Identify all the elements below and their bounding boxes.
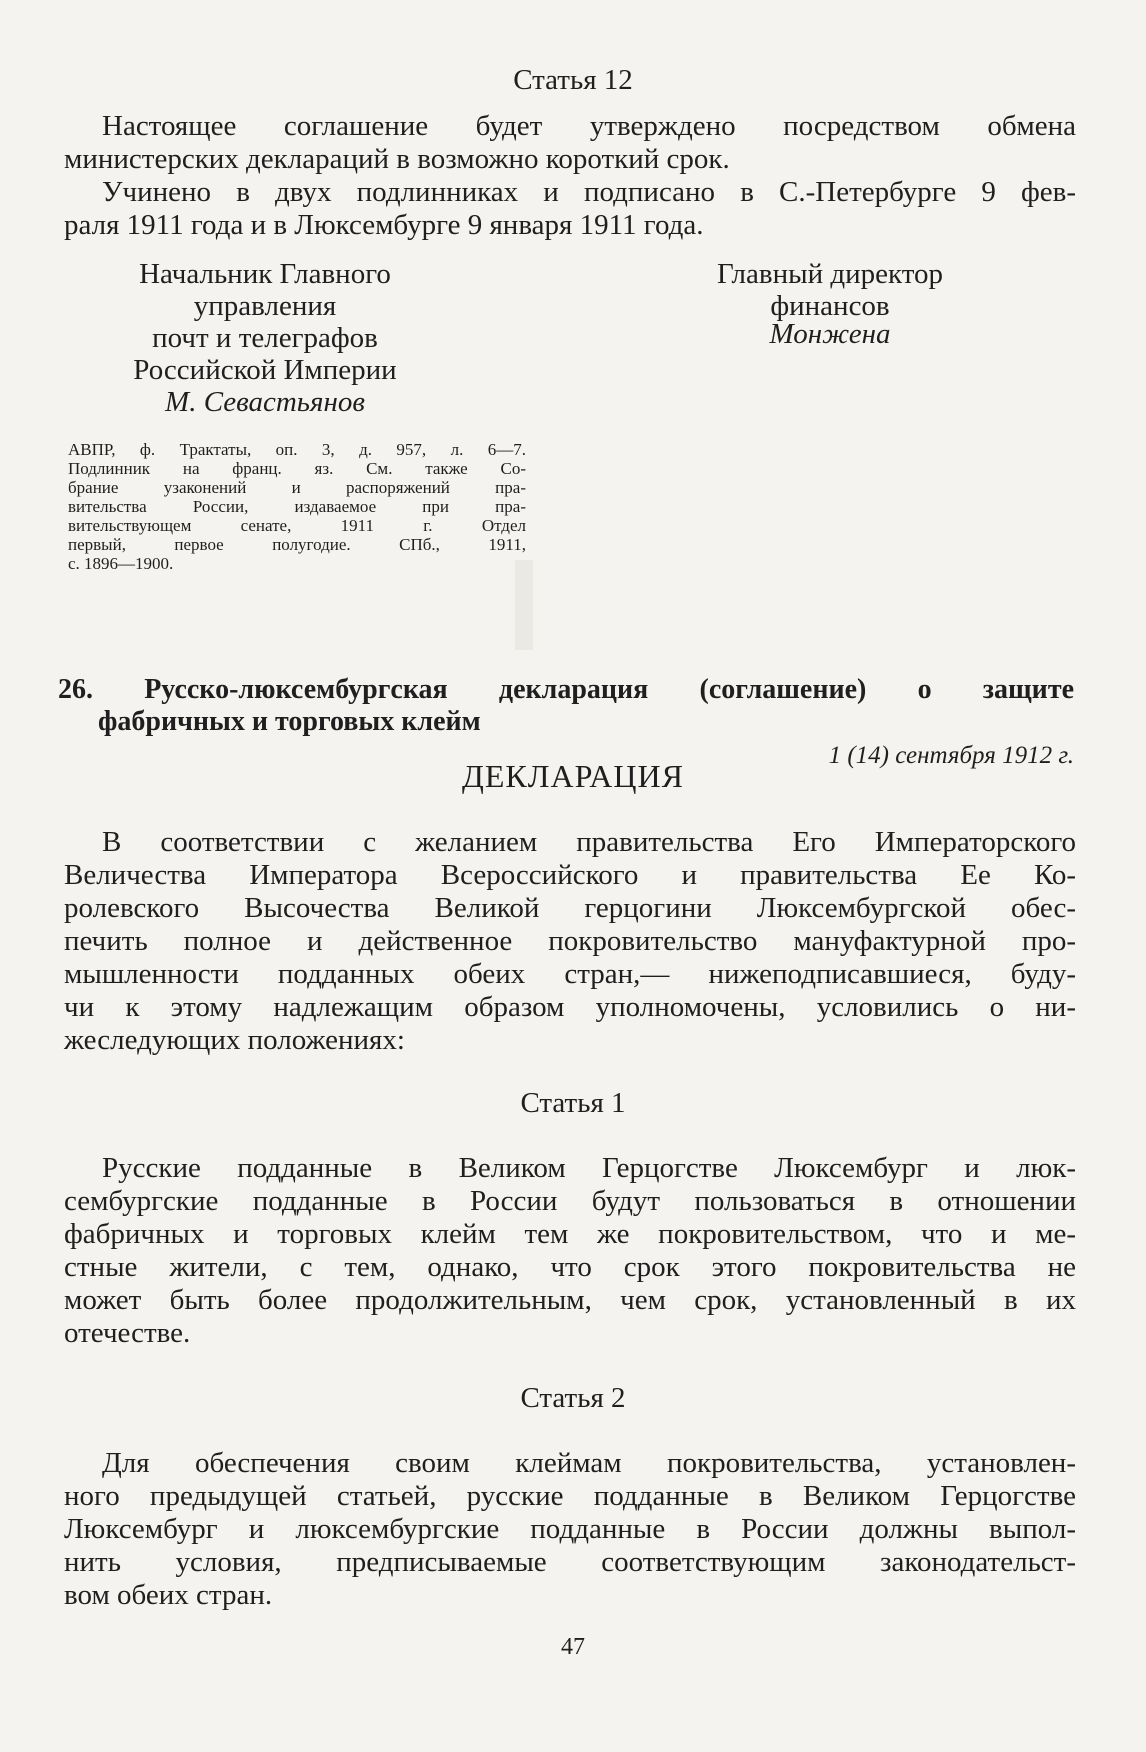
article-1-line-3: фабричных и торговых клейм тем же покровительством, что и ме- <box>64 1218 1076 1250</box>
article-12-line-4: раля 1911 года и в Люксембурге 9 января 1911 года. <box>64 209 704 241</box>
article-1-line-1: Русские подданные в Великом Герцогстве Люксембург и люк- <box>102 1152 1076 1184</box>
source-note-line-2: Подлинник на франц. яз. См. также Со- <box>68 459 526 478</box>
document-26-date: 1 (14) сентября 1912 г. <box>828 742 1074 769</box>
article-1-line-6: отечестве. <box>64 1317 191 1349</box>
document-26-title-line-1: 26. Русско-люксембургская декларация (соглашение) о защите <box>58 674 1074 705</box>
article-12-line-3: Учинено в двух подлинниках и подписано в С.-Петербурге 9 фев- <box>102 176 1076 208</box>
signature-left-line-3: почт и телеграфов <box>152 322 378 354</box>
signature-right-name: Монжена <box>769 318 891 350</box>
signature-left-line-4: Российской Империи <box>133 354 397 386</box>
article-12-line-2: министерских деклараций в возможно короткий срок. <box>64 143 730 175</box>
source-note-line-3: брание узаконений и распоряжений пра- <box>68 478 526 497</box>
article-1-line-5: может быть более продолжительным, чем срок, установленный в их <box>64 1284 1076 1316</box>
preamble-line-1: В соответствии с желанием правительства Его Императорского <box>102 826 1076 858</box>
article-2-line-5: вом обеих стран. <box>64 1579 273 1611</box>
preamble-line-3: ролевского Высочества Великой герцогини Люксембургской обес- <box>64 892 1076 924</box>
preamble-line-4: печить полное и действенное покровительство мануфактурной про- <box>64 925 1076 957</box>
source-note-line-4: вительства России, издаваемое при пра- <box>68 497 526 516</box>
article-2-line-1: Для обеспечения своим клеймам покровительства, установлен- <box>102 1447 1076 1479</box>
source-note-line-5: вительствующем сенате, 1911 г. Отдел <box>68 516 526 535</box>
document-26-title-line-2: фабричных и торговых клейм <box>98 706 481 737</box>
bleed-through-shadow <box>515 560 533 650</box>
article-1-line-2: сембургские подданные в России будут пользоваться в отношении <box>64 1185 1076 1217</box>
preamble-line-6: чи к этому надлежащим образом уполномочены, условились о ни- <box>64 991 1076 1023</box>
source-note-line-6: первый, первое полугодие. СПб., 1911, <box>68 535 526 554</box>
preamble-line-2: Величества Императора Всероссийского и правительства Ее Ко- <box>64 859 1076 891</box>
preamble-line-5: мышленности подданных обеих стран,— нижеподписавшиеся, буду- <box>64 958 1076 990</box>
source-note-line-7: с. 1896—1900. <box>68 554 174 573</box>
article-2-line-4: нить условия, предписываемые соответствующим законодательст- <box>64 1546 1076 1578</box>
signature-right-line-1: Главный директор <box>716 258 944 290</box>
article-2-line-2: ного предыдущей статьей, русские подданные в Великом Герцогстве <box>64 1480 1076 1512</box>
article-1-heading: Статья 1 <box>520 1087 626 1119</box>
article-12-line-1: Настоящее соглашение будет утверждено посредством обмена <box>102 110 1076 142</box>
article-2-heading: Статья 2 <box>520 1382 626 1414</box>
page-number: 47 <box>561 1634 585 1660</box>
signature-right-line-2: финансов <box>770 290 890 322</box>
signature-left-line-1: Начальник Главного <box>139 258 391 290</box>
signature-left-line-2: управления <box>193 290 337 322</box>
preamble-line-7: жеследующих положениях: <box>64 1024 405 1056</box>
article-1-line-4: стные жители, с тем, однако, что срок этого покровительства не <box>64 1251 1076 1283</box>
signature-left-name: М. Севастьянов <box>165 386 365 418</box>
article-12-heading: Статья 12 <box>513 64 633 96</box>
article-2-line-3: Люксембург и люксембургские подданные в России должны выпол- <box>64 1513 1076 1545</box>
source-note-line-1: АВПР, ф. Трактаты, оп. 3, д. 957, л. 6—7. <box>68 440 526 459</box>
declaration-subtitle: ДЕКЛАРАЦИЯ <box>462 758 684 794</box>
